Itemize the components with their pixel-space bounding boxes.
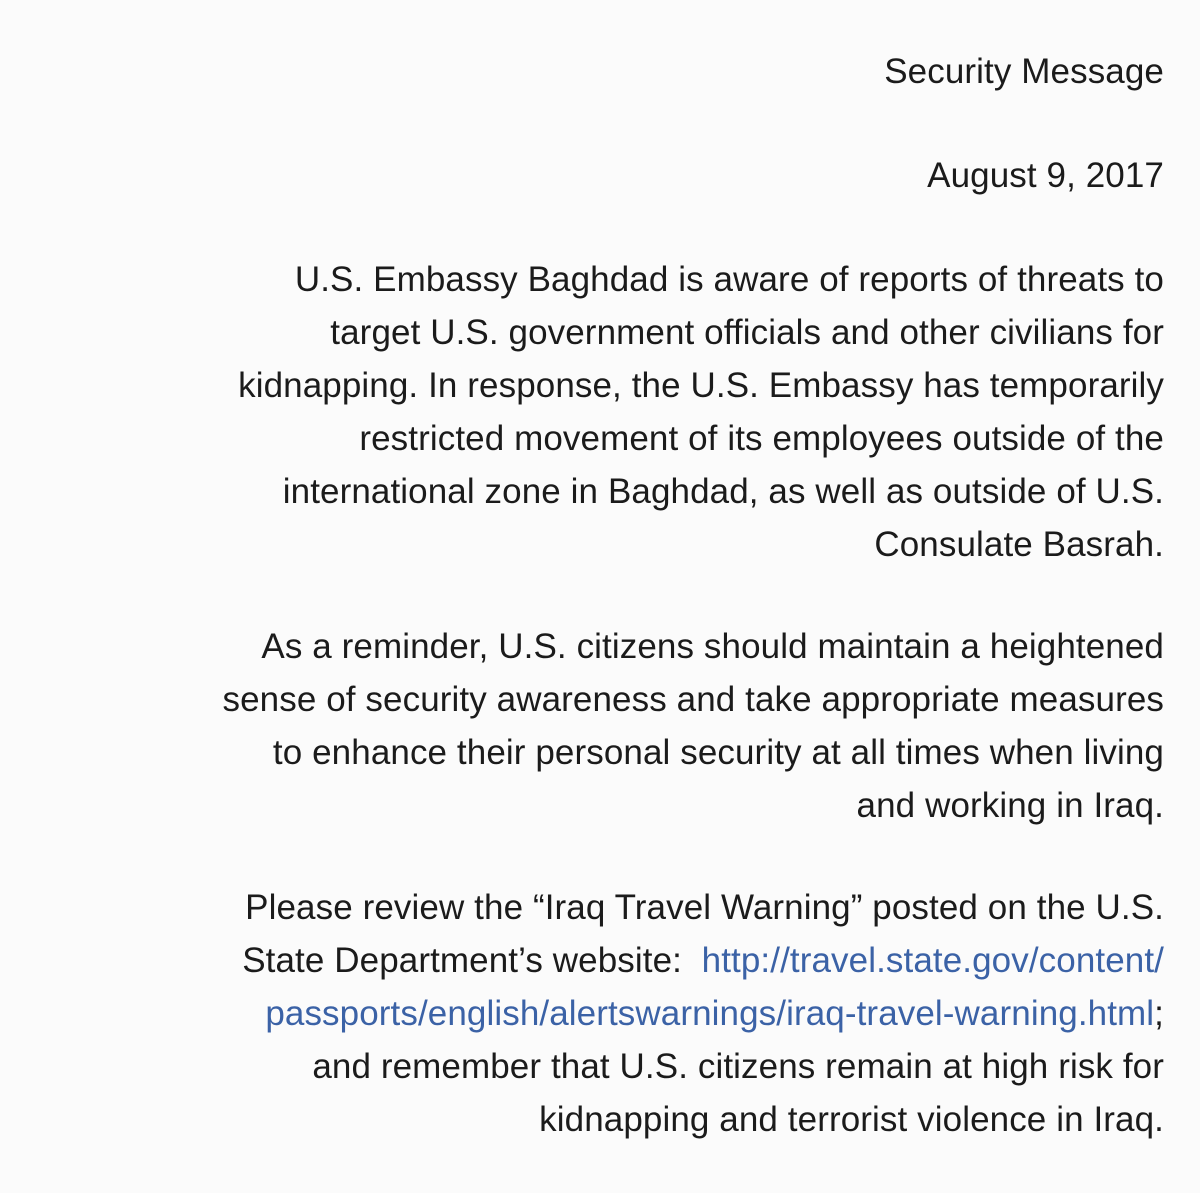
paragraph-line: sense of security awareness and take appropriate measures <box>222 680 1164 719</box>
paragraph-line: kidnapping and terrorist violence in Iraq. <box>539 1100 1164 1139</box>
travel-warning-link[interactable]: http://travel.state.gov/content/ <box>701 941 1164 980</box>
paragraph-line: kidnapping. In response, the U.S. Embassy has temporarily <box>238 366 1164 405</box>
message-title: Security Message <box>884 52 1164 91</box>
paragraph-line: restricted movement of its employees outside of the <box>359 419 1164 458</box>
paragraph-line: Please review the “Iraq Travel Warning” posted on the U.S. <box>245 888 1164 927</box>
paragraph-line: to enhance their personal security at all times when living <box>272 733 1164 772</box>
paragraph-line: U.S. Embassy Baghdad is aware of reports of threats to <box>294 260 1164 299</box>
paragraph-line: target U.S. government officials and other civilians for <box>330 313 1164 352</box>
paragraph-line: and remember that U.S. citizens remain at high risk for <box>312 1047 1164 1086</box>
paragraph-line <box>242 941 1164 981</box>
paragraph-line: As a reminder, U.S. citizens should maintain a heightened <box>261 627 1164 666</box>
paragraph-line: international zone in Baghdad, as well as outside of U.S. <box>282 472 1164 511</box>
website-label: State Department’s website: <box>242 941 702 980</box>
paragraph-line: and working in Iraq. <box>856 786 1164 825</box>
travel-warning-link-continued[interactable]: passports/english/alertswarnings/iraq-travel-warning.html <box>265 994 1155 1033</box>
semicolon: ; <box>1154 994 1164 1033</box>
paragraph-line: Consulate Basrah. <box>874 525 1164 564</box>
paragraph-line <box>265 994 1164 1034</box>
message-date: August 9, 2017 <box>927 156 1164 195</box>
